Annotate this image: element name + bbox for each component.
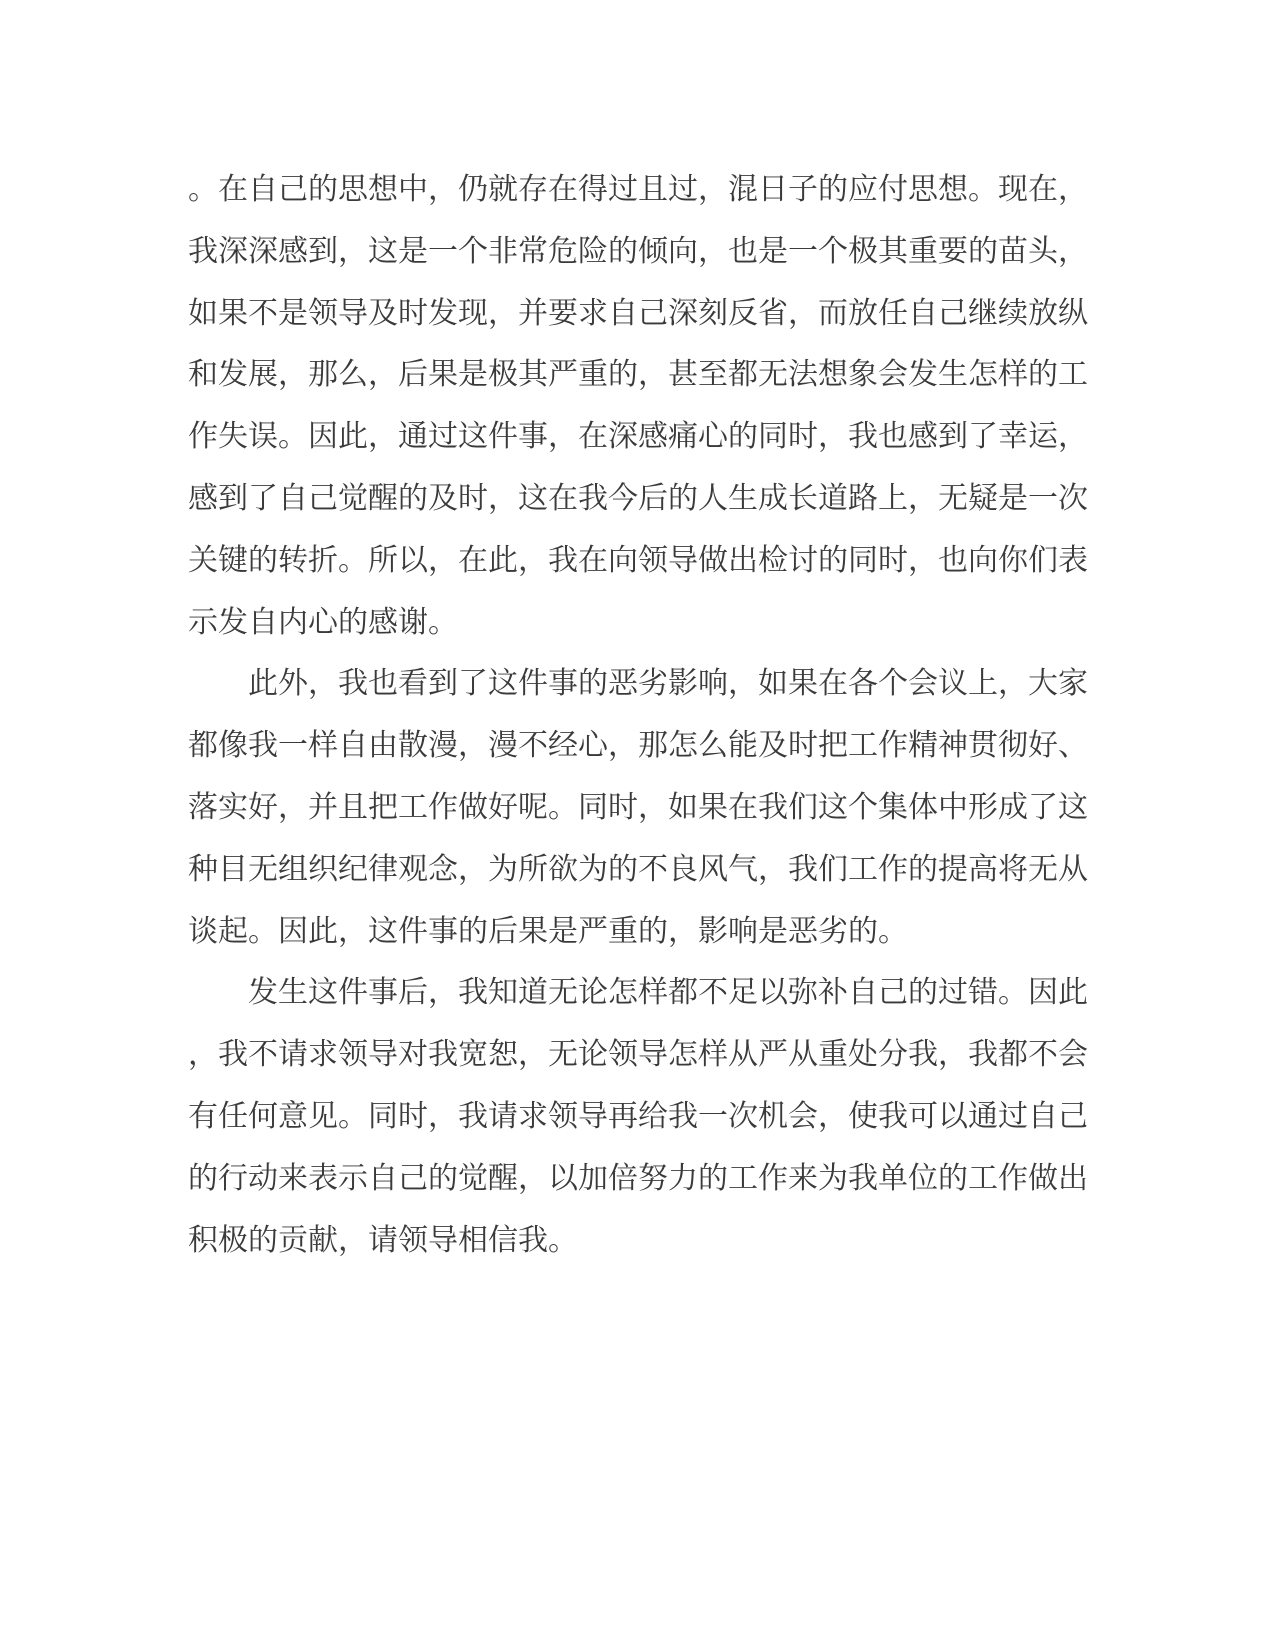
- document-body: [188, 159, 1088, 1271]
- paragraph-1: 。在自己的思想中，仍就存在得过且过，混日子的应付思想。现在，我深深感到，这是一个非常危险的倾向，也是一个极其重要的苗头，如果不是领导及时发现，并要求自己深刻反省，而放任自己继续放纵和发展，那么，后果是极其严重的，甚至都无法想象会发生怎样的工作失误。因此，通过这件事，在深感痛心的同时，我也感到了幸运，感到了自己觉醒的及时，这在我今后的人生成长道路上，无疑是一次关键的转折。所以，在此，我在向领导做出检讨的同时，也向你们表示发自内心的感谢。: [188, 173, 1088, 639]
- paragraph-3: 发生这件事后，我知道无论怎样都不足以弥补自己的过错。因此，我不请求领导对我宽恕，无论领导怎样从严从重处分我，我都不会有任何意见。同时，我请求领导再给我一次机会，使我可以通过自己的行动来表示自己的觉醒，以加倍努力的工作来为我单位的工作做出积极的贡献，请领导相信我。: [188, 976, 1088, 1257]
- paragraph-2: 此外，我也看到了这件事的恶劣影响，如果在各个会议上，大家都像我一样自由散漫，漫不经心，那怎么能及时把工作精神贯彻好、落实好，并且把工作做好呢。同时，如果在我们这个集体中形成了这种目无组织纪律观念，为所欲为的不良风气，我们工作的提高将无从谈起。因此，这件事的后果是严重的，影响是恶劣的。: [188, 667, 1088, 948]
